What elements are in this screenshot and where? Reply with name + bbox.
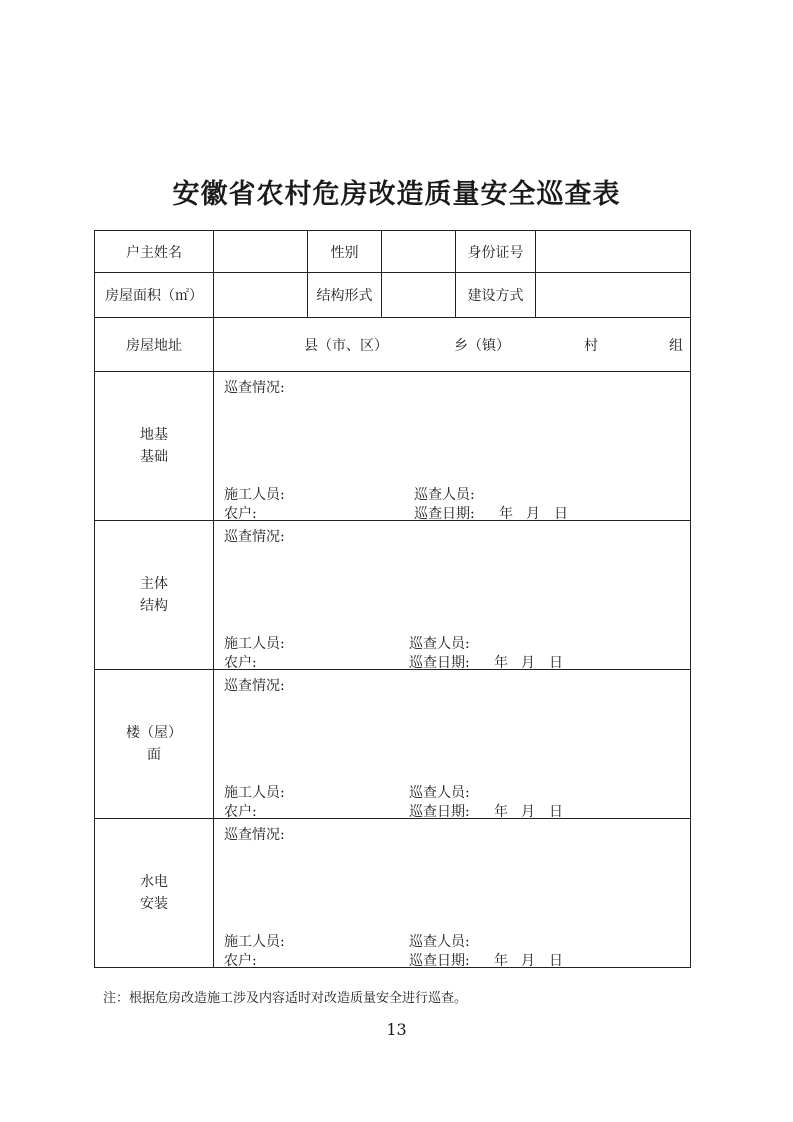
section-label-line1: 楼（屋） [126,725,182,741]
year-label: 年 [494,804,508,820]
month-label: 月 [526,506,540,522]
inspection-form-table [94,230,691,968]
address-value-field[interactable] [214,318,691,372]
section-label-line1: 主体 [140,576,168,592]
builder-label: 施工人员: [224,636,285,652]
address-county: 县（市、区） [304,338,388,354]
section-label-line2: 基础 [140,449,168,465]
build-value-field[interactable] [536,273,691,318]
inspection-label: 巡查情况: [224,380,285,396]
address-label: 房屋地址 [95,318,214,372]
area-label: 房屋面积（㎡） [95,273,214,318]
section-label [95,521,214,670]
address-village: 村 [584,338,598,354]
day-label: 日 [554,506,568,522]
inspection-label: 巡查情况: [224,827,285,843]
section-plumbing-electric [95,819,691,968]
build-label: 建设方式 [456,273,536,318]
section-label-line1: 地基 [140,427,168,443]
builder-label: 施工人员: [224,487,285,503]
section-label [95,819,214,968]
section-roof [95,670,691,819]
inspection-label: 巡查情况: [224,678,285,694]
month-label: 月 [521,655,535,671]
structure-label: 结构形式 [308,273,382,318]
row-owner [95,231,691,273]
structure-value-field[interactable] [382,273,456,318]
inspector-label: 巡查人员: [409,785,470,801]
footnote: 注：根据危房改造施工涉及内容适时对改造质量安全进行巡查。 [103,991,468,1006]
section-main-structure [95,521,691,670]
section-body[interactable] [214,521,691,670]
year-label: 年 [494,655,508,671]
date-label: 巡查日期: [409,804,470,820]
builder-label: 施工人员: [224,785,285,801]
year-label: 年 [494,953,508,969]
section-body[interactable] [214,819,691,968]
page-title: 安徽省农村危房改造质量安全巡查表 [172,179,621,210]
section-body[interactable] [214,372,691,521]
date-label: 巡查日期: [414,506,475,522]
gender-label: 性别 [308,231,382,273]
section-label [95,372,214,521]
year-label: 年 [499,506,513,522]
month-label: 月 [521,804,535,820]
day-label: 日 [549,655,563,671]
month-label: 月 [521,953,535,969]
inspector-label: 巡查人员: [409,934,470,950]
id-label: 身份证号 [456,231,536,273]
farmer-label: 农户: [224,804,257,820]
row-area [95,273,691,318]
inspection-label: 巡查情况: [224,529,285,545]
date-label: 巡查日期: [409,655,470,671]
section-label-line2: 安装 [140,896,168,912]
section-label-line2: 结构 [140,598,168,614]
gender-value-field[interactable] [382,231,456,273]
address-town: 乡（镇） [454,338,510,354]
inspector-label: 巡查人员: [414,487,475,503]
farmer-label: 农户: [224,953,257,969]
day-label: 日 [549,804,563,820]
row-address [95,318,691,372]
date-label: 巡查日期: [409,953,470,969]
section-label-line1: 水电 [140,874,168,890]
builder-label: 施工人员: [224,934,285,950]
area-value-field[interactable] [214,273,308,318]
farmer-label: 农户: [224,655,257,671]
owner-value-field[interactable] [214,231,308,273]
owner-label: 户主姓名 [95,231,214,273]
inspector-label: 巡查人员: [409,636,470,652]
day-label: 日 [549,953,563,969]
farmer-label: 农户: [224,506,257,522]
address-group: 组 [669,338,683,354]
id-value-field[interactable] [536,231,691,273]
section-body[interactable] [214,670,691,819]
page-number: 13 [386,1020,407,1039]
section-foundation [95,372,691,521]
section-label [95,670,214,819]
section-label-line2: 面 [147,747,161,763]
